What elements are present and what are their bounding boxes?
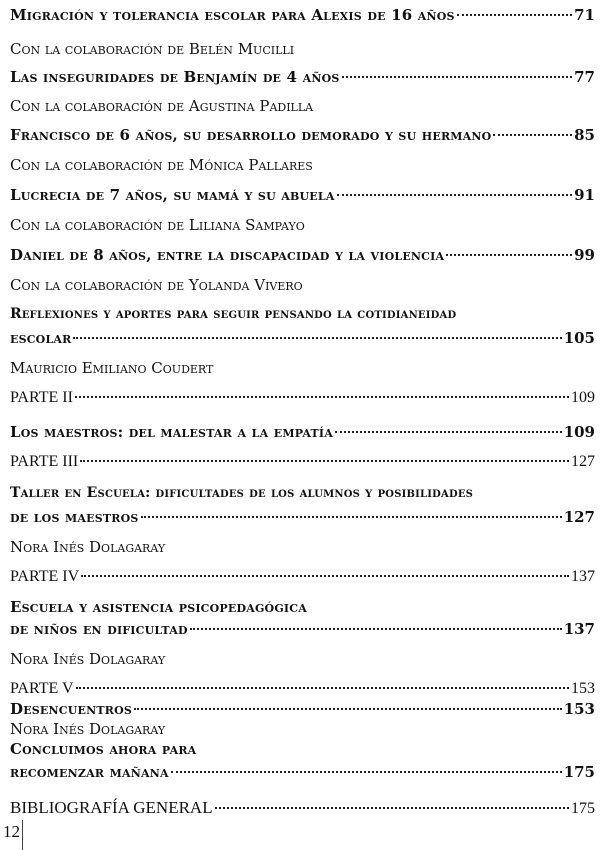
toc-author-text: Nora Inés Dolagaray: [10, 538, 166, 556]
toc-part: [10, 389, 595, 407]
toc-entry: [10, 246, 595, 264]
toc-entry-line1: [10, 485, 595, 501]
toc-part-title: PARTE V: [10, 680, 74, 697]
toc-part-page: 127: [571, 453, 595, 470]
toc-author: [10, 276, 595, 294]
toc-entry-line2: [10, 508, 595, 526]
toc-entry-title: Migración y tolerancia escolar para Alexis de 16 años: [10, 6, 455, 24]
toc-entry-page: 85: [574, 126, 595, 144]
toc-entry-title: Desencuentros: [10, 700, 133, 718]
toc-author-text: Nora Inés Dolagaray: [10, 650, 166, 668]
dot-leader: [80, 460, 569, 462]
toc-entry: [10, 68, 595, 86]
toc-entry-title: Escuela y asistencia psicopedagógica: [10, 598, 307, 616]
dot-leader: [335, 431, 562, 433]
toc-entry-page: 99: [574, 246, 595, 264]
dot-leader: [81, 575, 569, 577]
toc-author: [10, 156, 595, 174]
toc-part-page: 109: [571, 389, 595, 406]
toc-entry-line2: [10, 620, 595, 638]
dot-leader: [141, 516, 562, 518]
toc-part-page: 137: [571, 568, 595, 585]
toc-author-text: Con la colaboración de Belén Mucilli: [10, 40, 295, 58]
toc-entry-line2: [10, 329, 595, 347]
toc-bibliography: [10, 798, 595, 818]
toc-entry-page: 153: [563, 700, 595, 718]
toc-entry: [10, 126, 595, 144]
dot-leader: [493, 134, 572, 136]
toc-author: [10, 650, 595, 668]
toc-part: [10, 680, 595, 698]
dot-leader: [342, 76, 573, 78]
toc-entry-title: Lucrecia de 7 años, su mamá y su abuela: [10, 186, 335, 204]
toc-bibliography-title: BIBLIOGRAFÍA GENERAL: [10, 798, 213, 817]
dot-leader: [457, 14, 572, 16]
toc-part-page: 153: [571, 680, 595, 697]
toc-author: [10, 97, 595, 115]
dot-leader: [134, 708, 562, 710]
toc-entry-page: 105: [563, 329, 595, 347]
dot-leader: [215, 807, 569, 809]
toc-entry-title: Francisco de 6 años, su desarrollo demorado y su hermano: [10, 126, 492, 144]
toc-part-title: PARTE IV: [10, 568, 80, 585]
toc-author: [10, 216, 595, 234]
toc-entry-title-cont: recomenzar mañana: [10, 763, 169, 781]
dot-leader: [76, 687, 569, 689]
toc-author: [10, 40, 595, 58]
toc-author-text: Mauricio Emiliano Coudert: [10, 359, 214, 377]
dot-leader: [75, 396, 569, 398]
toc-entry-page: 127: [563, 508, 595, 526]
dot-leader: [73, 337, 561, 339]
toc-author-text: Nora Inés Dolagaray: [10, 720, 166, 738]
page-number-rule: [22, 820, 23, 850]
page-number: 12: [3, 822, 20, 841]
toc-entry-page: 109: [563, 423, 595, 441]
dot-leader: [337, 194, 573, 196]
toc-author-text: Con la colaboración de Liliana Sampayo: [10, 216, 305, 234]
toc-entry-title: Daniel de 8 años, entre la discapacidad y la violencia: [10, 246, 445, 264]
toc-entry-title: Los maestros: del malestar a la empatía: [10, 423, 333, 441]
toc-part-title: PARTE II: [10, 389, 73, 406]
toc-author: [10, 359, 595, 377]
toc-bibliography-page: 175: [571, 800, 595, 817]
toc-author-text: Con la colaboración de Mónica Pallares: [10, 156, 313, 174]
toc-entry-page: 71: [574, 6, 595, 24]
toc-entry-page: 175: [563, 763, 595, 781]
toc-entry-line1: [10, 306, 595, 322]
dot-leader: [446, 254, 572, 256]
toc-author-text: Con la colaboración de Agustina Padilla: [10, 97, 314, 115]
toc-entry: [10, 6, 595, 24]
toc-entry-page: 137: [563, 620, 595, 638]
toc-entry-title-cont: escolar: [10, 329, 72, 347]
toc-entry-title-cont: de niños en dificultad: [10, 620, 188, 638]
toc-part: [10, 568, 595, 586]
toc-entry-title: Reflexiones y aportes para seguir pensando la cotidianeidad: [10, 306, 457, 322]
toc-entry-line1: [10, 598, 595, 616]
toc-author: [10, 538, 595, 556]
toc-part: [10, 453, 595, 471]
toc-entry-title: Las inseguridades de Benjamín de 4 años: [10, 68, 340, 86]
toc-entry-title: Concluimos ahora para: [10, 740, 197, 758]
toc-entry: [10, 700, 595, 718]
toc-author: [10, 720, 595, 738]
dot-leader: [171, 771, 562, 773]
toc-entry-page: 91: [574, 186, 595, 204]
toc-entry-line1: [10, 740, 595, 758]
toc-entry-title: Taller en Escuela: dificultades de los alumnos y posibilidades: [10, 485, 474, 501]
toc-entry-page: 77: [574, 68, 595, 86]
toc-entry-line2: [10, 763, 595, 781]
dot-leader: [190, 628, 562, 630]
toc-entry: [10, 186, 595, 204]
toc-author-text: Con la colaboración de Yolanda Vivero: [10, 276, 303, 294]
toc-part-title: PARTE III: [10, 453, 79, 470]
toc-entry-title-cont: de los maestros: [10, 508, 139, 526]
toc-entry: [10, 423, 595, 441]
